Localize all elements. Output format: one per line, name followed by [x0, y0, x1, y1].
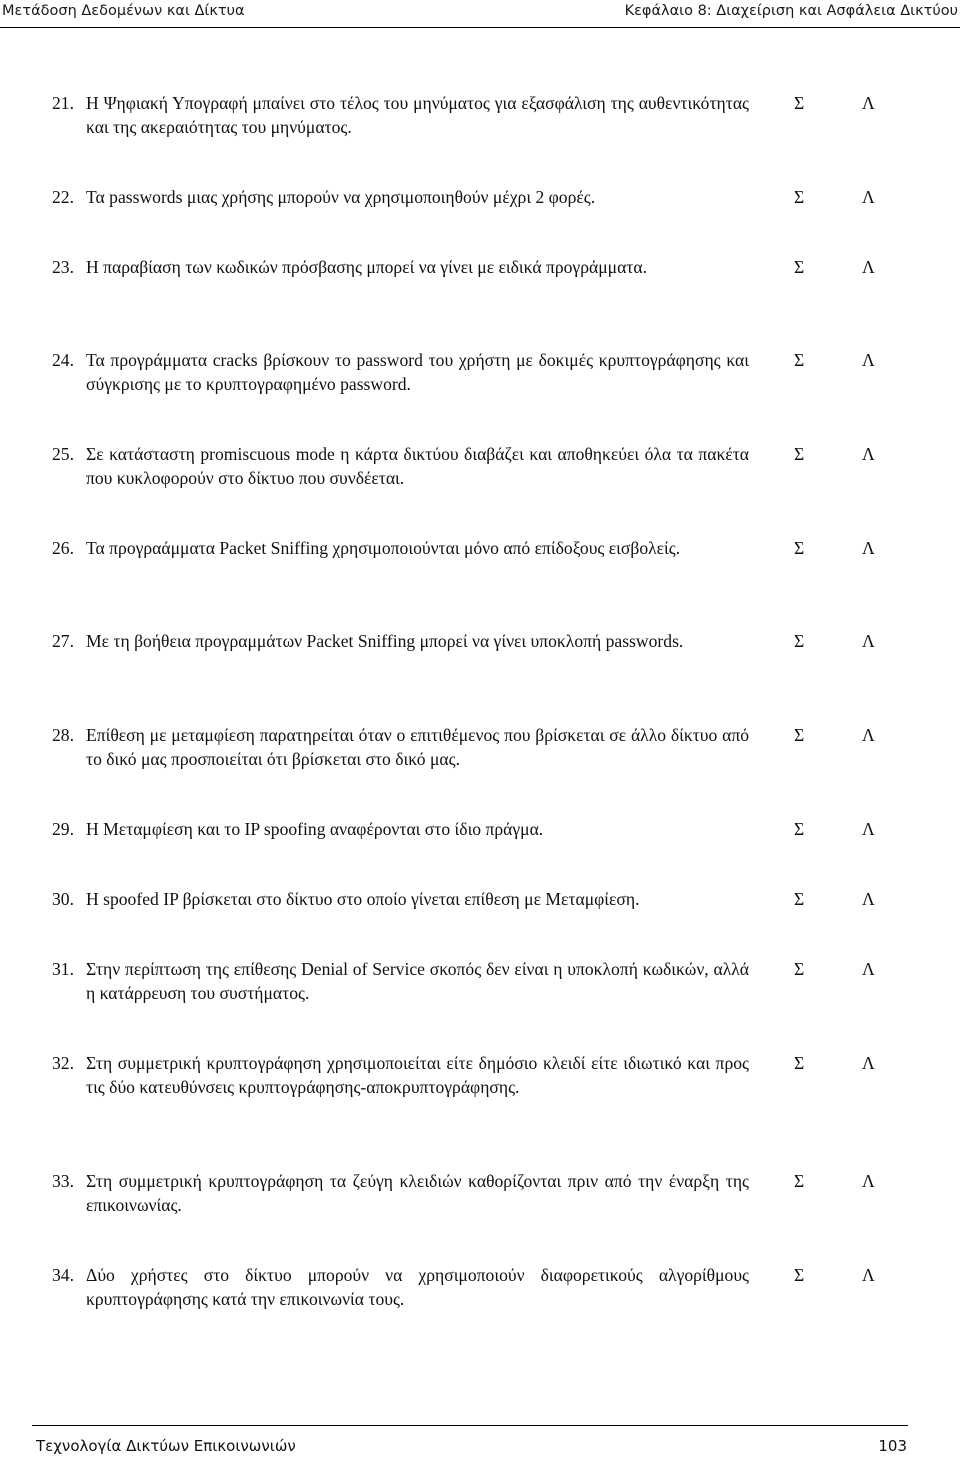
question-number: 24.: [52, 350, 74, 370]
answer-false-option[interactable]: Λ: [862, 350, 875, 370]
question-number: 26.: [52, 538, 74, 558]
question-text: Η Μεταμφίεση και το IP spoofing αναφέρονται στο ίδιο πράγμα.: [86, 819, 544, 839]
answer-true-option[interactable]: Σ: [794, 959, 805, 979]
question-number: 25.: [52, 444, 74, 464]
footer-divider: [32, 1425, 908, 1426]
question-text: Η Ψηφιακή Υπογραφή μπαίνει στο τέλος του μηνύματος για εξασφάλιση της αυθεντικότητας και της ακεραιότητας του μηνύματος.: [86, 93, 749, 137]
question-text: Στη συμμετρική κρυπτογράφηση τα ζεύγη κλειδιών καθορίζονται πριν από την έναρξη της επικοινωνίας.: [86, 1171, 749, 1215]
question-text: Τα passwords μιας χρήσης μπορούν να χρησιμοποιηθούν μέχρι 2 φορές.: [86, 187, 596, 207]
question-number: 22.: [52, 187, 74, 207]
answer-false-option[interactable]: Λ: [862, 725, 875, 745]
answer-false-option[interactable]: Λ: [862, 959, 875, 979]
question-text: Με τη βοήθεια προγραμμάτων Packet Sniffing μπορεί να γίνει υποκλοπή passwords.: [86, 631, 684, 651]
question-number: 31.: [52, 959, 74, 979]
answer-false-option[interactable]: Λ: [862, 631, 875, 651]
answer-false-option[interactable]: Λ: [862, 1265, 875, 1285]
question-number: 27.: [52, 631, 74, 651]
footer-book-title: Τεχνολογία Δικτύων Επικοινωνιών: [36, 1437, 296, 1455]
page-number: 103: [878, 1437, 907, 1455]
question-number: 29.: [52, 819, 74, 839]
question-text: Η spoofed IP βρίσκεται στο δίκτυο στο οποίο γίνεται επίθεση με Μεταμφίεση.: [86, 889, 640, 909]
answer-false-option[interactable]: Λ: [862, 1171, 875, 1191]
answer-true-option[interactable]: Σ: [794, 725, 805, 745]
question-text: Δύο χρήστες στο δίκτυο μπορούν να χρησιμοποιούν διαφορετικούς αλγορίθμους κρυπτογράφησης κατά την επικοινωνία τους.: [86, 1265, 749, 1309]
header-chapter-title: Κεφάλαιο 8: Διαχείριση και Ασφάλεια Δικτύου: [624, 3, 958, 19]
answer-true-option[interactable]: Σ: [794, 350, 805, 370]
question-number: 30.: [52, 889, 74, 909]
answer-true-option[interactable]: Σ: [794, 819, 805, 839]
answer-true-option[interactable]: Σ: [794, 889, 805, 909]
answer-false-option[interactable]: Λ: [862, 538, 875, 558]
question-number: 33.: [52, 1171, 74, 1191]
answer-true-option[interactable]: Σ: [794, 1053, 805, 1073]
header-course-title: Μετάδοση Δεδομένων και Δίκτυα: [2, 3, 245, 19]
question-text: Στην περίπτωση της επίθεσης Denial of Service σκοπός δεν είναι η υποκλοπή κωδικών, αλλά η κατάρρευση του συστήματος.: [86, 959, 749, 1003]
answer-true-option[interactable]: Σ: [794, 257, 805, 277]
question-text: Τα προγραάμματα Packet Sniffing χρησιμοποιούνται μόνο από επίδοξους εισβολείς.: [86, 538, 681, 558]
question-text: Τα προγράμματα cracks βρίσκουν το password του χρήστη με δοκιμές κρυπτογράφησης και σύγκρισης με το κρυπτογραφημένο password.: [86, 350, 749, 394]
question-text: Σε κατάσταστη promiscuous mode η κάρτα δικτύου διαβάζει και αποθηκεύει όλα τα πακέτα που κυκλοφορούν στο δίκτυο που συνδέεται.: [86, 444, 749, 488]
question-text: Η παραβίαση των κωδικών πρόσβασης μπορεί να γίνει με ειδικά προγράμματα.: [86, 257, 647, 277]
answer-true-option[interactable]: Σ: [794, 1171, 805, 1191]
question-number: 28.: [52, 725, 74, 745]
answer-false-option[interactable]: Λ: [862, 187, 875, 207]
answer-false-option[interactable]: Λ: [862, 889, 875, 909]
question-text: Επίθεση με μεταμφίεση παρατηρείται όταν ο επιτιθέμενος που βρίσκεται σε άλλο δίκτυο από το δικό μας προσποιείται ότι βρίσκεται στο δικό μας.: [86, 725, 749, 769]
answer-true-option[interactable]: Σ: [794, 631, 805, 651]
answer-false-option[interactable]: Λ: [862, 93, 875, 113]
answer-true-option[interactable]: Σ: [794, 538, 805, 558]
answer-true-option[interactable]: Σ: [794, 93, 805, 113]
answer-false-option[interactable]: Λ: [862, 1053, 875, 1073]
answer-true-option[interactable]: Σ: [794, 187, 805, 207]
question-number: 21.: [52, 93, 74, 113]
question-number: 23.: [52, 257, 74, 277]
answer-false-option[interactable]: Λ: [862, 257, 875, 277]
answer-true-option[interactable]: Σ: [794, 444, 805, 464]
question-text: Στη συμμετρική κρυπτογράφηση χρησιμοποιείται είτε δημόσιο κλειδί είτε ιδιωτικό και προς τις δύο κατευθύνσεις κρυπτογράφησης-αποκρυπτογράφησης.: [86, 1053, 749, 1097]
question-number: 34.: [52, 1265, 74, 1285]
answer-false-option[interactable]: Λ: [862, 819, 875, 839]
answer-false-option[interactable]: Λ: [862, 444, 875, 464]
answer-true-option[interactable]: Σ: [794, 1265, 805, 1285]
question-number: 32.: [52, 1053, 74, 1073]
page-footer: [0, 1425, 960, 1460]
